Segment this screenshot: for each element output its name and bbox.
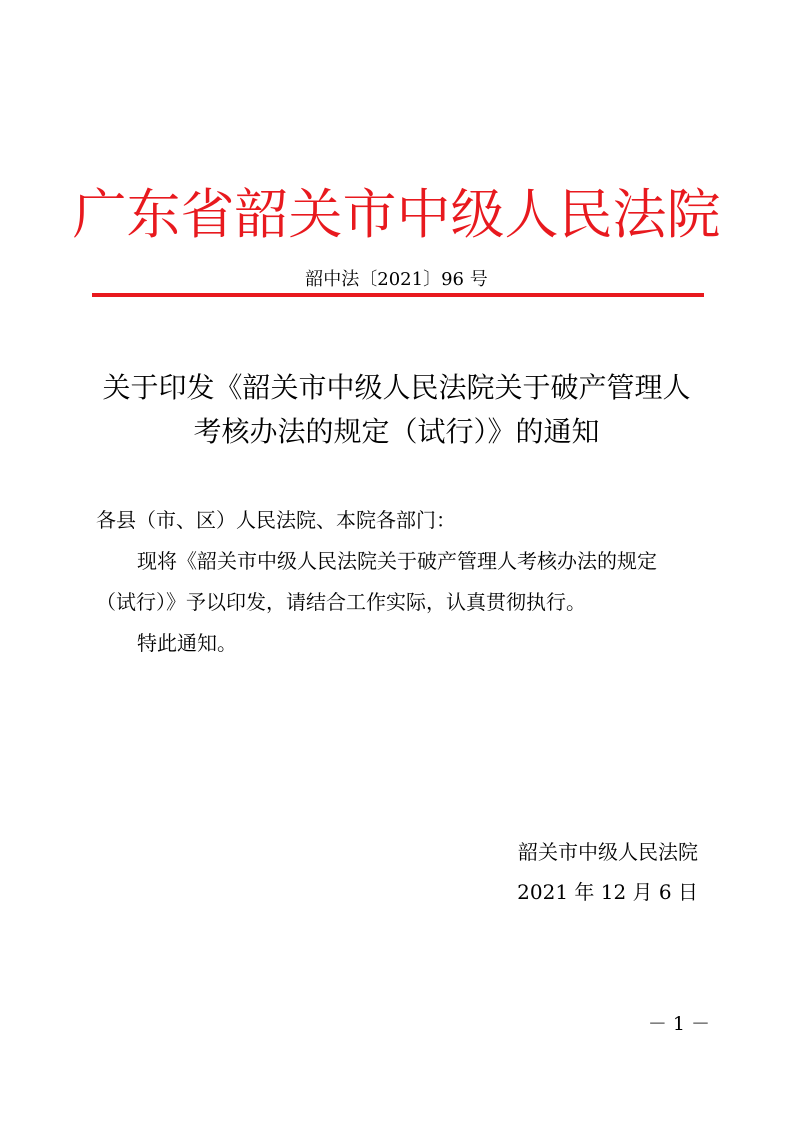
notice-body <box>96 500 706 664</box>
notice-title-line-1: 关于印发《韶关市中级人民法院关于破产管理人 <box>102 371 691 404</box>
red-divider-line <box>92 293 704 297</box>
body-paragraph-1-line-1: 现将《韶关市中级人民法院关于破产管理人考核办法的规定 <box>137 549 657 573</box>
page-number: － 1 － <box>647 1013 710 1035</box>
signature-block <box>400 832 698 912</box>
signature-organization: 韶关市中级人民法院 <box>518 840 698 864</box>
issuer-title: 广东省韶关市中级人民法院 <box>72 183 721 246</box>
notice-title-line-2: 考核办法的规定（试行）》的通知 <box>193 415 600 448</box>
body-paragraph-1-line-2: （试行）》予以印发，请结合工作实际，认真贯彻执行。 <box>96 590 586 614</box>
body-paragraph-2: 特此通知。 <box>137 631 237 655</box>
signature-date: 2021 年 12 月 6 日 <box>517 880 698 904</box>
document-number: 韶中法〔2021〕96 号 <box>305 269 488 290</box>
notice-title <box>60 366 733 454</box>
addressee: 各县（市、区）人民法院、本院各部门： <box>96 508 456 532</box>
